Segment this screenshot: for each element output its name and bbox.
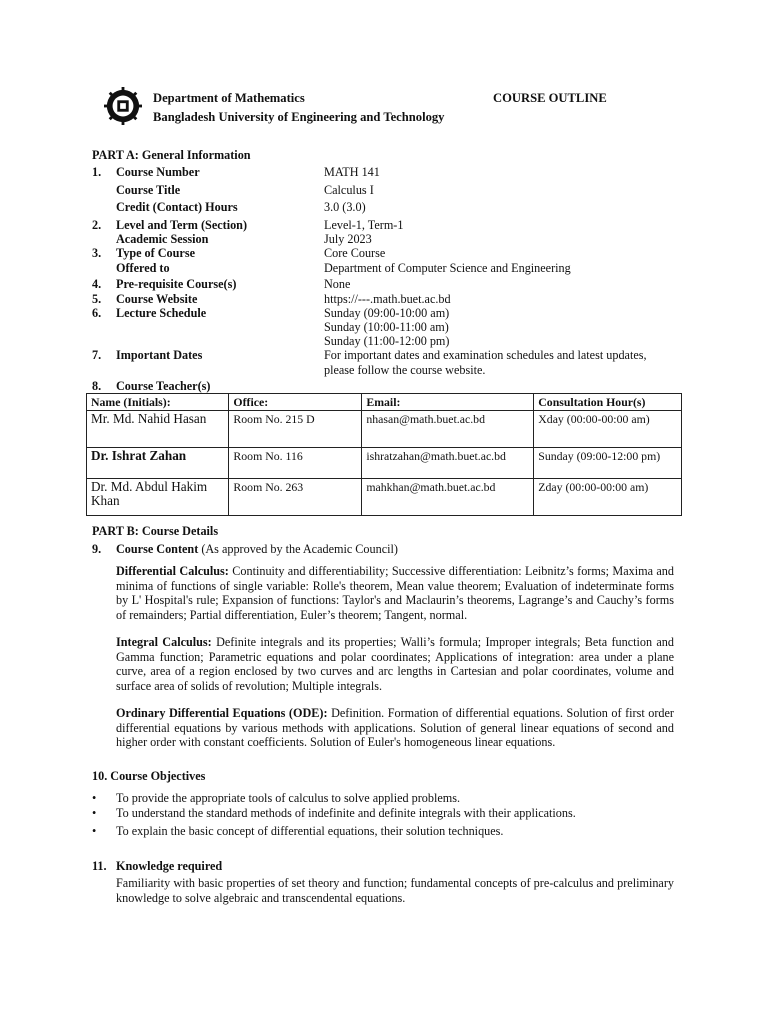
item-number: 4. bbox=[92, 277, 102, 291]
teacher-hours: Xday (00:00-00:00 am) bbox=[534, 411, 682, 448]
integral-calculus-paragraph bbox=[116, 635, 674, 693]
item-number: 9. bbox=[92, 542, 102, 556]
paragraph-text: Continuity and differentiability; Successive differentiation: Leibnitz’s forms; Maxima and minima of functions of single variable: Rolle's theorem, Mean value theorem; Evaluation of indeterminate forms by L' Hospital's rule; Expansion of functions: Taylor's and Maclaurin’s theorems, Lagrange’s and Cauchy’s forms of remainders; Partial differentiation, Euler’s theorem; Tangent, normal. bbox=[116, 564, 674, 622]
table-row bbox=[87, 411, 682, 448]
university-name: Bangladesh University of Engineering and Technology bbox=[153, 110, 445, 124]
part-a-title: PART A: General Information bbox=[92, 148, 251, 162]
teacher-hours: Zday (00:00-00:00 am) bbox=[534, 479, 682, 516]
column-header: Office: bbox=[229, 394, 362, 411]
course-content-heading bbox=[116, 542, 398, 556]
paragraph-text: Definite integrals and its properties; Walli’s formula; Improper integrals; Beta function and Gamma function; Parametric equations and polar coordinates; Applications of integration: area under a plane curve, area of a region enclosed by two curves and arc lengths in Cartesian and polar coordinates, volume and surface area of solids of revolution; Multiple integrals. bbox=[116, 635, 674, 693]
course-type-label: Type of Course bbox=[116, 246, 195, 260]
important-dates-value: For important dates and examination schedules and latest updates, bbox=[324, 348, 647, 362]
table-row bbox=[87, 479, 682, 516]
teacher-email[interactable]: nhasan@math.buet.ac.bd bbox=[362, 411, 534, 448]
prerequisite-value: None bbox=[324, 277, 351, 291]
paragraph-text: Definition. Formation of differential equations. Solution of first order differential equations by various methods with applications. Solution of general linear equations of second and higher order with constant coefficients. Solution of Euler's homogeneous linear equations. bbox=[116, 706, 674, 750]
course-website-label: Course Website bbox=[116, 292, 198, 306]
teacher-name: Mr. Md. Nahid Hasan bbox=[87, 411, 229, 448]
item-number: 5. bbox=[92, 292, 102, 306]
item-number: 2. bbox=[92, 218, 102, 232]
bullet-icon: • bbox=[92, 806, 97, 820]
item-number: 7. bbox=[92, 348, 102, 362]
course-type-value: Core Course bbox=[324, 246, 386, 260]
offered-to-value: Department of Computer Science and Engineering bbox=[324, 261, 571, 275]
course-title-label: Course Title bbox=[116, 183, 181, 197]
course-content-label: Course Content bbox=[116, 542, 199, 556]
important-dates-label: Important Dates bbox=[116, 348, 203, 362]
ode-paragraph bbox=[116, 706, 674, 750]
table-header-row bbox=[87, 394, 682, 411]
paragraph-heading: Integral Calculus: bbox=[116, 635, 212, 649]
teacher-name: Dr. Ishrat Zahan bbox=[87, 448, 229, 479]
course-title-value: Calculus I bbox=[324, 183, 374, 197]
table-row bbox=[87, 448, 682, 479]
course-website-link[interactable]: https://---.math.buet.ac.bd bbox=[324, 292, 451, 306]
academic-session-label: Academic Session bbox=[116, 232, 209, 246]
lecture-schedule-label: Lecture Schedule bbox=[116, 306, 207, 320]
document-title: COURSE OUTLINE bbox=[493, 91, 607, 105]
teacher-email[interactable]: ishratzahan@math.buet.ac.bd bbox=[362, 448, 534, 479]
bullet-icon: • bbox=[92, 791, 97, 805]
differential-calculus-paragraph bbox=[116, 564, 674, 622]
lecture-schedule-value: Sunday (10:00-11:00 am) bbox=[324, 320, 449, 334]
course-number-value: MATH 141 bbox=[324, 165, 380, 179]
lecture-schedule-value: Sunday (11:00-12:00 pm) bbox=[324, 334, 450, 348]
bullet-icon: • bbox=[92, 824, 97, 838]
prerequisite-label: Pre-requisite Course(s) bbox=[116, 277, 237, 291]
objective-item: To understand the standard methods of indefinite and definite integrals with their applications. bbox=[116, 806, 576, 820]
teacher-hours: Sunday (09:00-12:00 pm) bbox=[534, 448, 682, 479]
course-objectives-heading: 10. Course Objectives bbox=[92, 769, 206, 783]
teacher-office: Room No. 116 bbox=[229, 448, 362, 479]
objective-item: To explain the basic concept of differential equations, their solution techniques. bbox=[116, 824, 504, 838]
academic-session-value: July 2023 bbox=[324, 232, 372, 246]
teacher-email[interactable]: mahkhan@math.buet.ac.bd bbox=[362, 479, 534, 516]
item-number: 3. bbox=[92, 246, 102, 260]
paragraph-heading: Differential Calculus: bbox=[116, 564, 229, 578]
level-term-label: Level and Term (Section) bbox=[116, 218, 248, 232]
column-header: Name (Initials): bbox=[87, 394, 229, 411]
teacher-office: Room No. 215 D bbox=[229, 411, 362, 448]
credit-hours-value: 3.0 (3.0) bbox=[324, 200, 366, 214]
knowledge-required-label: Knowledge required bbox=[116, 859, 223, 873]
part-b-title: PART B: Course Details bbox=[92, 524, 219, 538]
teacher-office: Room No. 263 bbox=[229, 479, 362, 516]
course-content-note: (As approved by the Academic Council) bbox=[201, 542, 398, 556]
objective-item: To provide the appropriate tools of calculus to solve applied problems. bbox=[116, 791, 461, 805]
column-header: Consultation Hour(s) bbox=[534, 394, 682, 411]
buet-logo-icon bbox=[104, 87, 142, 125]
offered-to-label: Offered to bbox=[116, 261, 170, 275]
item-number: 1. bbox=[92, 165, 102, 179]
course-teachers-label: Course Teacher(s) bbox=[116, 379, 211, 393]
department-name: Department of Mathematics bbox=[153, 91, 305, 105]
important-dates-value: please follow the course website. bbox=[324, 363, 486, 377]
lecture-schedule-value: Sunday (09:00-10:00 am) bbox=[324, 306, 450, 320]
item-number: 8. bbox=[92, 379, 102, 393]
teacher-name: Dr. Md. Abdul Hakim Khan bbox=[87, 479, 229, 516]
column-header: Email: bbox=[362, 394, 534, 411]
item-number: 11. bbox=[92, 859, 107, 873]
credit-hours-label: Credit (Contact) Hours bbox=[116, 200, 238, 214]
level-term-value: Level-1, Term-1 bbox=[324, 218, 404, 232]
teachers-table bbox=[86, 393, 682, 516]
course-number-label: Course Number bbox=[116, 165, 200, 179]
paragraph-heading: Ordinary Differential Equations (ODE): bbox=[116, 706, 328, 720]
knowledge-required-text: Familiarity with basic properties of set theory and function; fundamental concepts of pre-calculus and preliminary knowledge to solve algebraic and transcendental equations. bbox=[116, 876, 674, 905]
item-number: 6. bbox=[92, 306, 102, 320]
